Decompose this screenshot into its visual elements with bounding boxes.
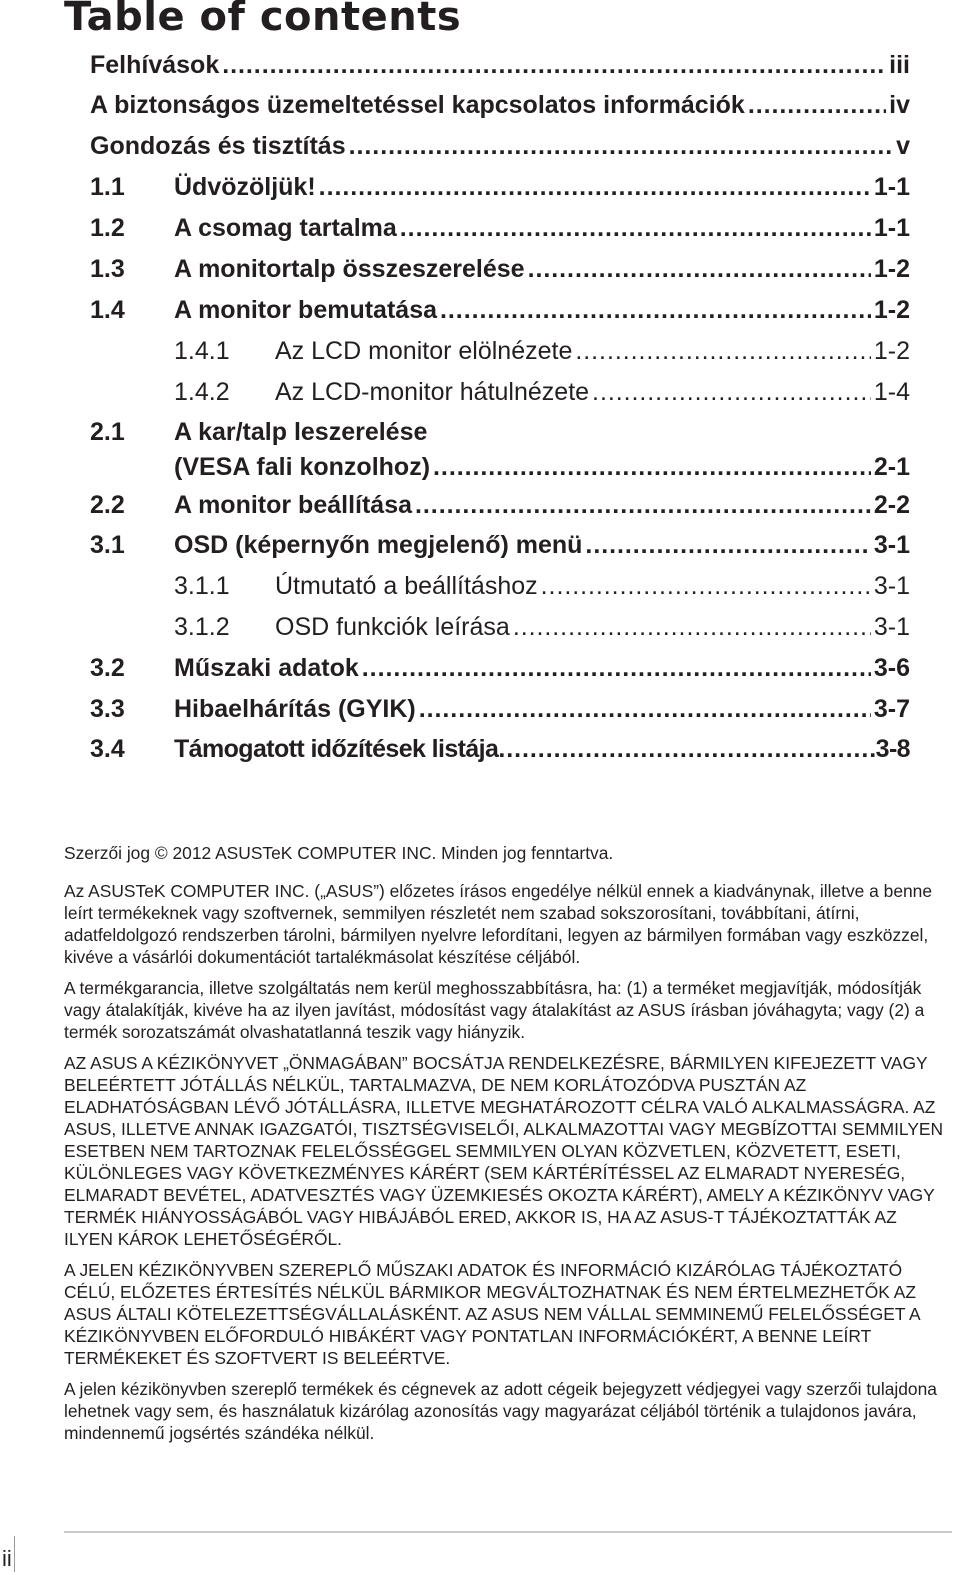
toc-entry[interactable] xyxy=(90,490,910,520)
toc-entry-number: 1.4.1 xyxy=(174,337,230,365)
toc-entry[interactable] xyxy=(90,694,910,724)
toc-leader xyxy=(513,612,871,642)
copyright-notice: Szerzői jog © 2012 ASUSTeK COMPUTER INC. Minden jog fenntartva. xyxy=(64,843,614,863)
toc-entry-label: A csomag tartalma xyxy=(174,214,397,242)
toc-entry-page: 1-1 xyxy=(873,214,910,242)
toc-leader xyxy=(498,734,875,764)
toc-entry-page: 3-8 xyxy=(875,735,910,763)
toc-entry-number: 1.4 xyxy=(90,296,125,324)
toc-subentry[interactable] xyxy=(174,377,910,407)
toc-entry-number: 3.2 xyxy=(90,654,125,682)
toc-entry-label: A monitortalp összeszerelése xyxy=(174,255,525,283)
page-title: Table of contents xyxy=(64,0,462,40)
toc-entry-page: 3-1 xyxy=(873,572,910,600)
toc-entry-label: A kar/talp leszerelése xyxy=(174,418,428,446)
toc-entry-page: 1-2 xyxy=(873,296,910,324)
toc-leader xyxy=(319,172,871,202)
toc-entry-page: 1-4 xyxy=(873,378,910,406)
toc-entry[interactable] xyxy=(90,213,910,243)
toc-entry-number: 3.1 xyxy=(90,531,125,559)
toc-leader xyxy=(419,694,871,724)
legal-paragraph: Az ASUSTeK COMPUTER INC. („ASUS”) előzetes írásos engedélye nélkül ennek a kiadványnak, illetve a benne leírt termékeknek vagy szoftvernek, semmilyen részletét nem szabad sokszorosítani, továbbítani, átírni, adatfeldolgozó rendszerben tárolni, bármilyen nyelvre lefordítani, legyen az bármilyen formában vagy eszközzel, kivéve a vásárlói dokumentációt tartalékmásolat készítése céljából. xyxy=(64,881,933,967)
toc-entry-page: 3-6 xyxy=(873,654,910,682)
toc-entry-number: 1.4.2 xyxy=(174,378,230,406)
toc-leader xyxy=(400,213,871,243)
toc-leader xyxy=(592,377,871,407)
toc-entry-page: 3-1 xyxy=(873,613,910,641)
legal-paragraph: AZ ASUS A KÉZIKÖNYVET „ÖNMAGÁBAN” BOCSÁTJA RENDELKEZÉSRE, BÁRMILYEN KIFEJEZETT VAGY BELEÉRTETT JÓTÁLLÁS NÉLKÜL, TARTALMAZVA, DE NEM KORLÁTOZÓDVA PUSZTÁN AZ ELADHATÓSÁGBAN LÉVŐ JÓTÁLLÁSRA, ILLETVE MEGHATÁROZOTT CÉLRA VALÓ ALKALMASSÁGRA. AZ ASUS, ILLETVE ANNAK IGAZGATÓI, TISZTSÉGVISELŐI, ALKALMAZOTTAI VAGY MEGBÍZOTTAI SEMMILYEN ESETBEN NEM TARTOZNAK FELELŐSSÉGGEL SEMMILYEN OLYAN KÖZVETLEN, KÖZVETETT, ESETI, KÜLÖNLEGES VAGY KÖVETKEZMÉNYES KÁRÉRT (SEM KÁRTÉRÍTÉSSEL AZ ELMARADT NYERESÉG, ELMARADT BEVÉTEL, ADATVESZTÉS VAGY ÜZEMKIESÉS OKOZTA KÁRÉRT), AMELY A KÉZIKÖNYV VAGY TERMÉK HIÁNYOSSÁGÁBÓL VAGY HIBÁJÁBÓL ERED, AKKOR IS, HA AZ ASUS-T TÁJÉKOZTATTÁK AZ ILYEN KÁROK LEHETŐSÉGÉRŐL. xyxy=(64,1053,944,1249)
toc-entry-page: iv xyxy=(889,91,910,119)
toc-entry-number: 3.3 xyxy=(90,695,125,723)
toc-entry[interactable] xyxy=(90,90,910,120)
toc-entry[interactable] xyxy=(90,50,910,80)
margin-rule xyxy=(14,1536,15,1572)
toc-leader xyxy=(585,530,870,560)
toc-leader xyxy=(541,571,871,601)
toc-entry-label: Műszaki adatok xyxy=(174,654,359,682)
toc-entry-page: v xyxy=(896,132,910,160)
toc-entry-page: 3-7 xyxy=(873,695,910,723)
toc-leader xyxy=(748,90,886,120)
toc-entry-label: Támogatott időzítések listája xyxy=(174,735,499,763)
toc-entry-label: Üdvözöljük! xyxy=(174,173,316,201)
toc-entry-label: A biztonságos üzemeltetéssel kapcsolatos információk xyxy=(90,91,745,119)
toc-entry-label: Az LCD-monitor hátulnézete xyxy=(275,378,590,406)
toc-entry[interactable] xyxy=(90,417,910,447)
toc-entry[interactable] xyxy=(90,734,910,764)
toc-entry-label: OSD (képernyőn megjelenő) menü xyxy=(174,531,583,559)
toc-entry-label: Gondozás és tisztítás xyxy=(90,132,346,160)
toc-entry-label: Útmutató a beállításhoz xyxy=(275,572,538,600)
toc-entry[interactable] xyxy=(90,653,910,683)
toc-entry-page: 1-2 xyxy=(873,337,910,365)
page-number: ii xyxy=(2,1546,12,1571)
legal-paragraph: A JELEN KÉZIKÖNYVBEN SZEREPLŐ MŰSZAKI ADATOK ÉS INFORMÁCIÓ KIZÁRÓLAG TÁJÉKOZTATÓ CÉLÚ, ELŐZETES ÉRTESÍTÉS NÉLKÜL BÁRMIKOR MEGVÁLTOZHATNAK ÉS NEM ÉRTELMEZHETŐK AZ ASUS ÁLTALI KÖTELEZETTSÉGVÁLLALÁSKÉNT. AZ ASUS NEM VÁLLAL SEMMINEMŰ FELELŐSSÉGET A KÉZIKÖNYVBEN ELŐFORDULÓ HIBÁKÉRT VAGY PONTATLAN INFORMÁCIÓKÉRT, A BENNE LEÍRT TERMÉKEKET ÉS SZOFTVERT IS BELEÉRTVE. xyxy=(64,1260,920,1368)
toc-entry-label: Hibaelhárítás (GYIK) xyxy=(174,695,416,723)
toc-entry-page: 2-1 xyxy=(873,453,910,481)
toc-entry-page: iii xyxy=(889,51,910,79)
toc-entry-number: 1.3 xyxy=(90,255,125,283)
toc-entry-number: 3.1.1 xyxy=(174,572,230,600)
legal-notice xyxy=(64,842,948,1453)
toc-entry-page: 1-1 xyxy=(873,173,910,201)
toc-entry-label: A monitor bemutatása xyxy=(174,296,438,324)
toc-entry-number: 2.1 xyxy=(90,418,125,446)
toc-subentry[interactable] xyxy=(174,612,910,642)
toc-entry-number: 1.1 xyxy=(90,173,125,201)
toc-leader xyxy=(528,254,871,284)
toc-subentry[interactable] xyxy=(174,336,910,366)
toc-entry[interactable] xyxy=(90,295,910,325)
toc-entry-label: Az LCD monitor elölnézete xyxy=(275,337,573,365)
toc-leader xyxy=(433,452,871,482)
legal-paragraph: A termékgarancia, illetve szolgáltatás nem kerül meghosszabbításra, ha: (1) a terméket megjavítják, módosítják vagy átalakítják, kivéve ha az ilyen javítást, módosítást vagy átalakítást az ASUS írásban jóváhagyta; vagy (2) a termék sorozatszámát olvashatatlanná teszik vagy hiányzik. xyxy=(64,978,925,1042)
toc-entry-label: A monitor beállítása xyxy=(174,491,413,519)
toc-entry-page: 3-1 xyxy=(873,531,910,559)
toc-entry-number: 1.2 xyxy=(90,214,125,242)
toc-leader xyxy=(575,336,870,366)
toc-entry[interactable] xyxy=(90,131,910,161)
toc-entry-label: Felhívások xyxy=(90,51,220,79)
toc-entry[interactable] xyxy=(90,172,910,202)
legal-paragraph: A jelen kézikönyvben szereplő termékek és cégnevek az adott cégeik bejegyzett védjegyei vagy szerzői tulajdona lehetnek vagy sem, és használatuk kizárólag azonosítás vagy magyarázat céljából történik a tulajdonos javára, mindennemű jogsértés szándéka nélkül. xyxy=(64,1379,937,1443)
toc-entry[interactable] xyxy=(90,254,910,284)
toc-leader xyxy=(222,50,886,80)
toc-entry-continuation[interactable] xyxy=(174,452,910,482)
toc-leader xyxy=(362,653,871,683)
toc-entry-number: 2.2 xyxy=(90,491,125,519)
toc-entry-page: 1-2 xyxy=(873,255,910,283)
toc-entry-page: 2-2 xyxy=(873,491,910,519)
toc-entry[interactable] xyxy=(90,530,910,560)
toc-entry-label: OSD funkciók leírása xyxy=(275,613,510,641)
toc-leader xyxy=(415,490,871,520)
footer-divider xyxy=(64,1531,952,1533)
toc-entry-label: (VESA fali konzolhoz) xyxy=(174,453,431,481)
toc-leader xyxy=(440,295,871,325)
toc-subentry[interactable] xyxy=(174,571,910,601)
toc-entry-number: 3.4 xyxy=(90,735,125,763)
toc-entry-number: 3.1.2 xyxy=(174,613,230,641)
toc-leader xyxy=(349,131,893,161)
